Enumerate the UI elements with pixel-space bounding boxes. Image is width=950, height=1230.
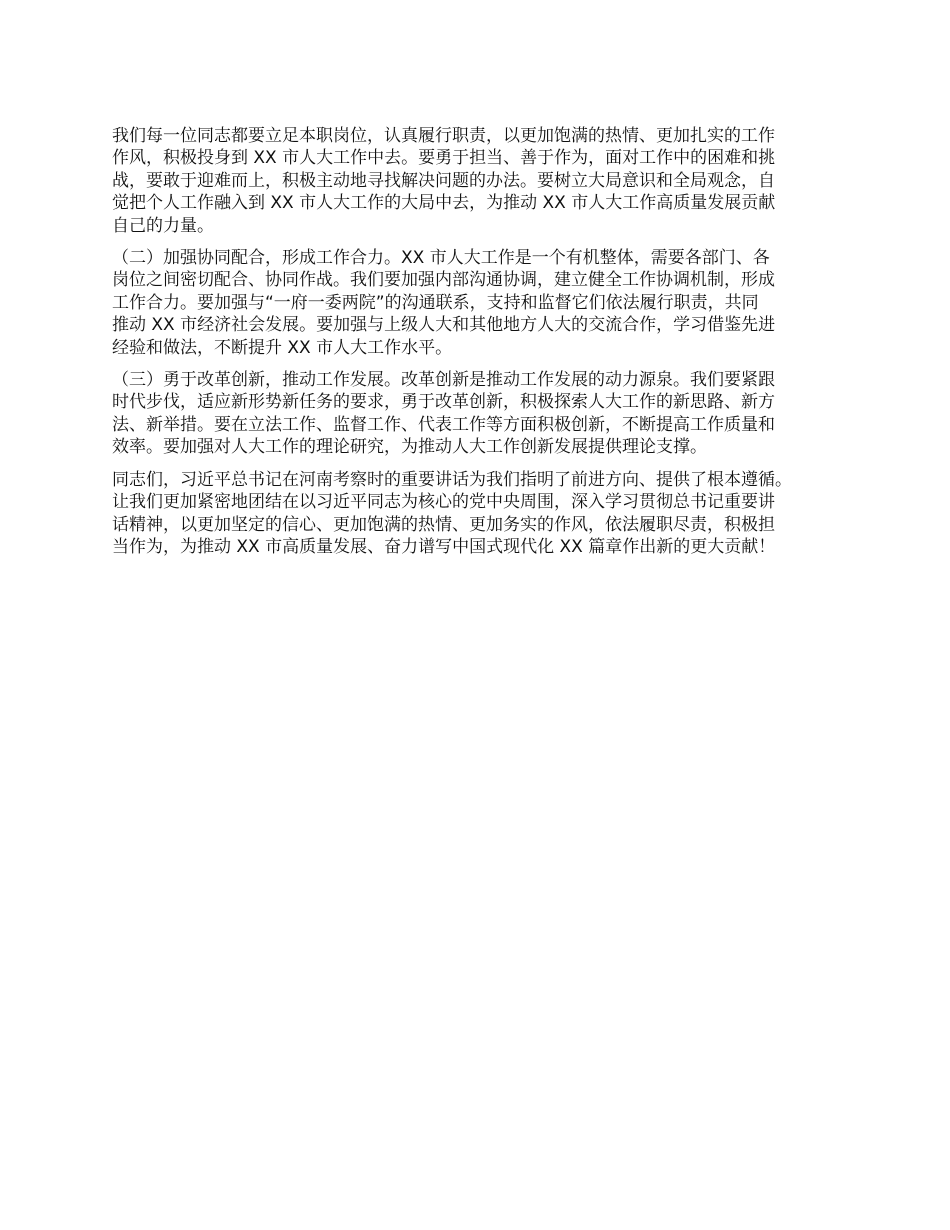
paragraph-closing: 同志们，习近平总书记在河南考察时的重要讲话为我们指明了前进方向、提供了根本遵循。 让我们更加紧密地团结在以习近平同志为核心的党中央周围，深入学习贯彻总书记重要讲 话精神，以更加坚定的信心、更加饱满的热情、更加务实的作风，依法履职尽责，积极担 当作为，为推动 XX 市高质量发展、奋力谱写中国式现代化 XX 篇章作出新的更大贡献！ (112, 469, 792, 557)
paragraph-coordination: （二）加强协同配合，形成工作合力。XX 市人大工作是一个有机整体，需要各部门、各 岗位之间密切配合、协同作战。我们要加强内部沟通协调，建立健全工作协调机制，形成 工作合力。要加强与“一府一委两院”的沟通联系，支持和监督它们依法履行职责，共同 推动 XX 市经济社会发展。要加强与上级人大和其他地方人大的交流合作，学习借鉴先进 经验和做法，不断提升 XX 市人大工作水平。 (112, 248, 776, 358)
paragraph-innovation: （三）勇于改革创新，推动工作发展。改革创新是推动工作发展的动力源泉。我们要紧跟 时代步伐，适应新形势新任务的要求，勇于改革创新，积极探索人大工作的新思路、新方 法、新举措。要在立法工作、监督工作、代表工作等方面积极创新，不断提高工作质量和 效率。要加强对人大工作的理论研究，为推动人大工作创新发展提供理论支撑。 (112, 370, 775, 458)
paragraph-duty: 我们每一位同志都要立足本职岗位，认真履行职责，以更加饱满的热情、更加扎实的工作 作风，积极投身到 XX 市人大工作中去。要勇于担当、善于作为，面对工作中的困难和挑 战，要敢于迎难而上，积极主动地寻找解决问题的办法。要树立大局意识和全局观念，自 觉把个人工作融入到 XX 市人大工作的大局中去，为推动 XX 市人大工作高质量发展贡献 自己的力量。 (112, 126, 776, 236)
document-body (112, 125, 852, 568)
